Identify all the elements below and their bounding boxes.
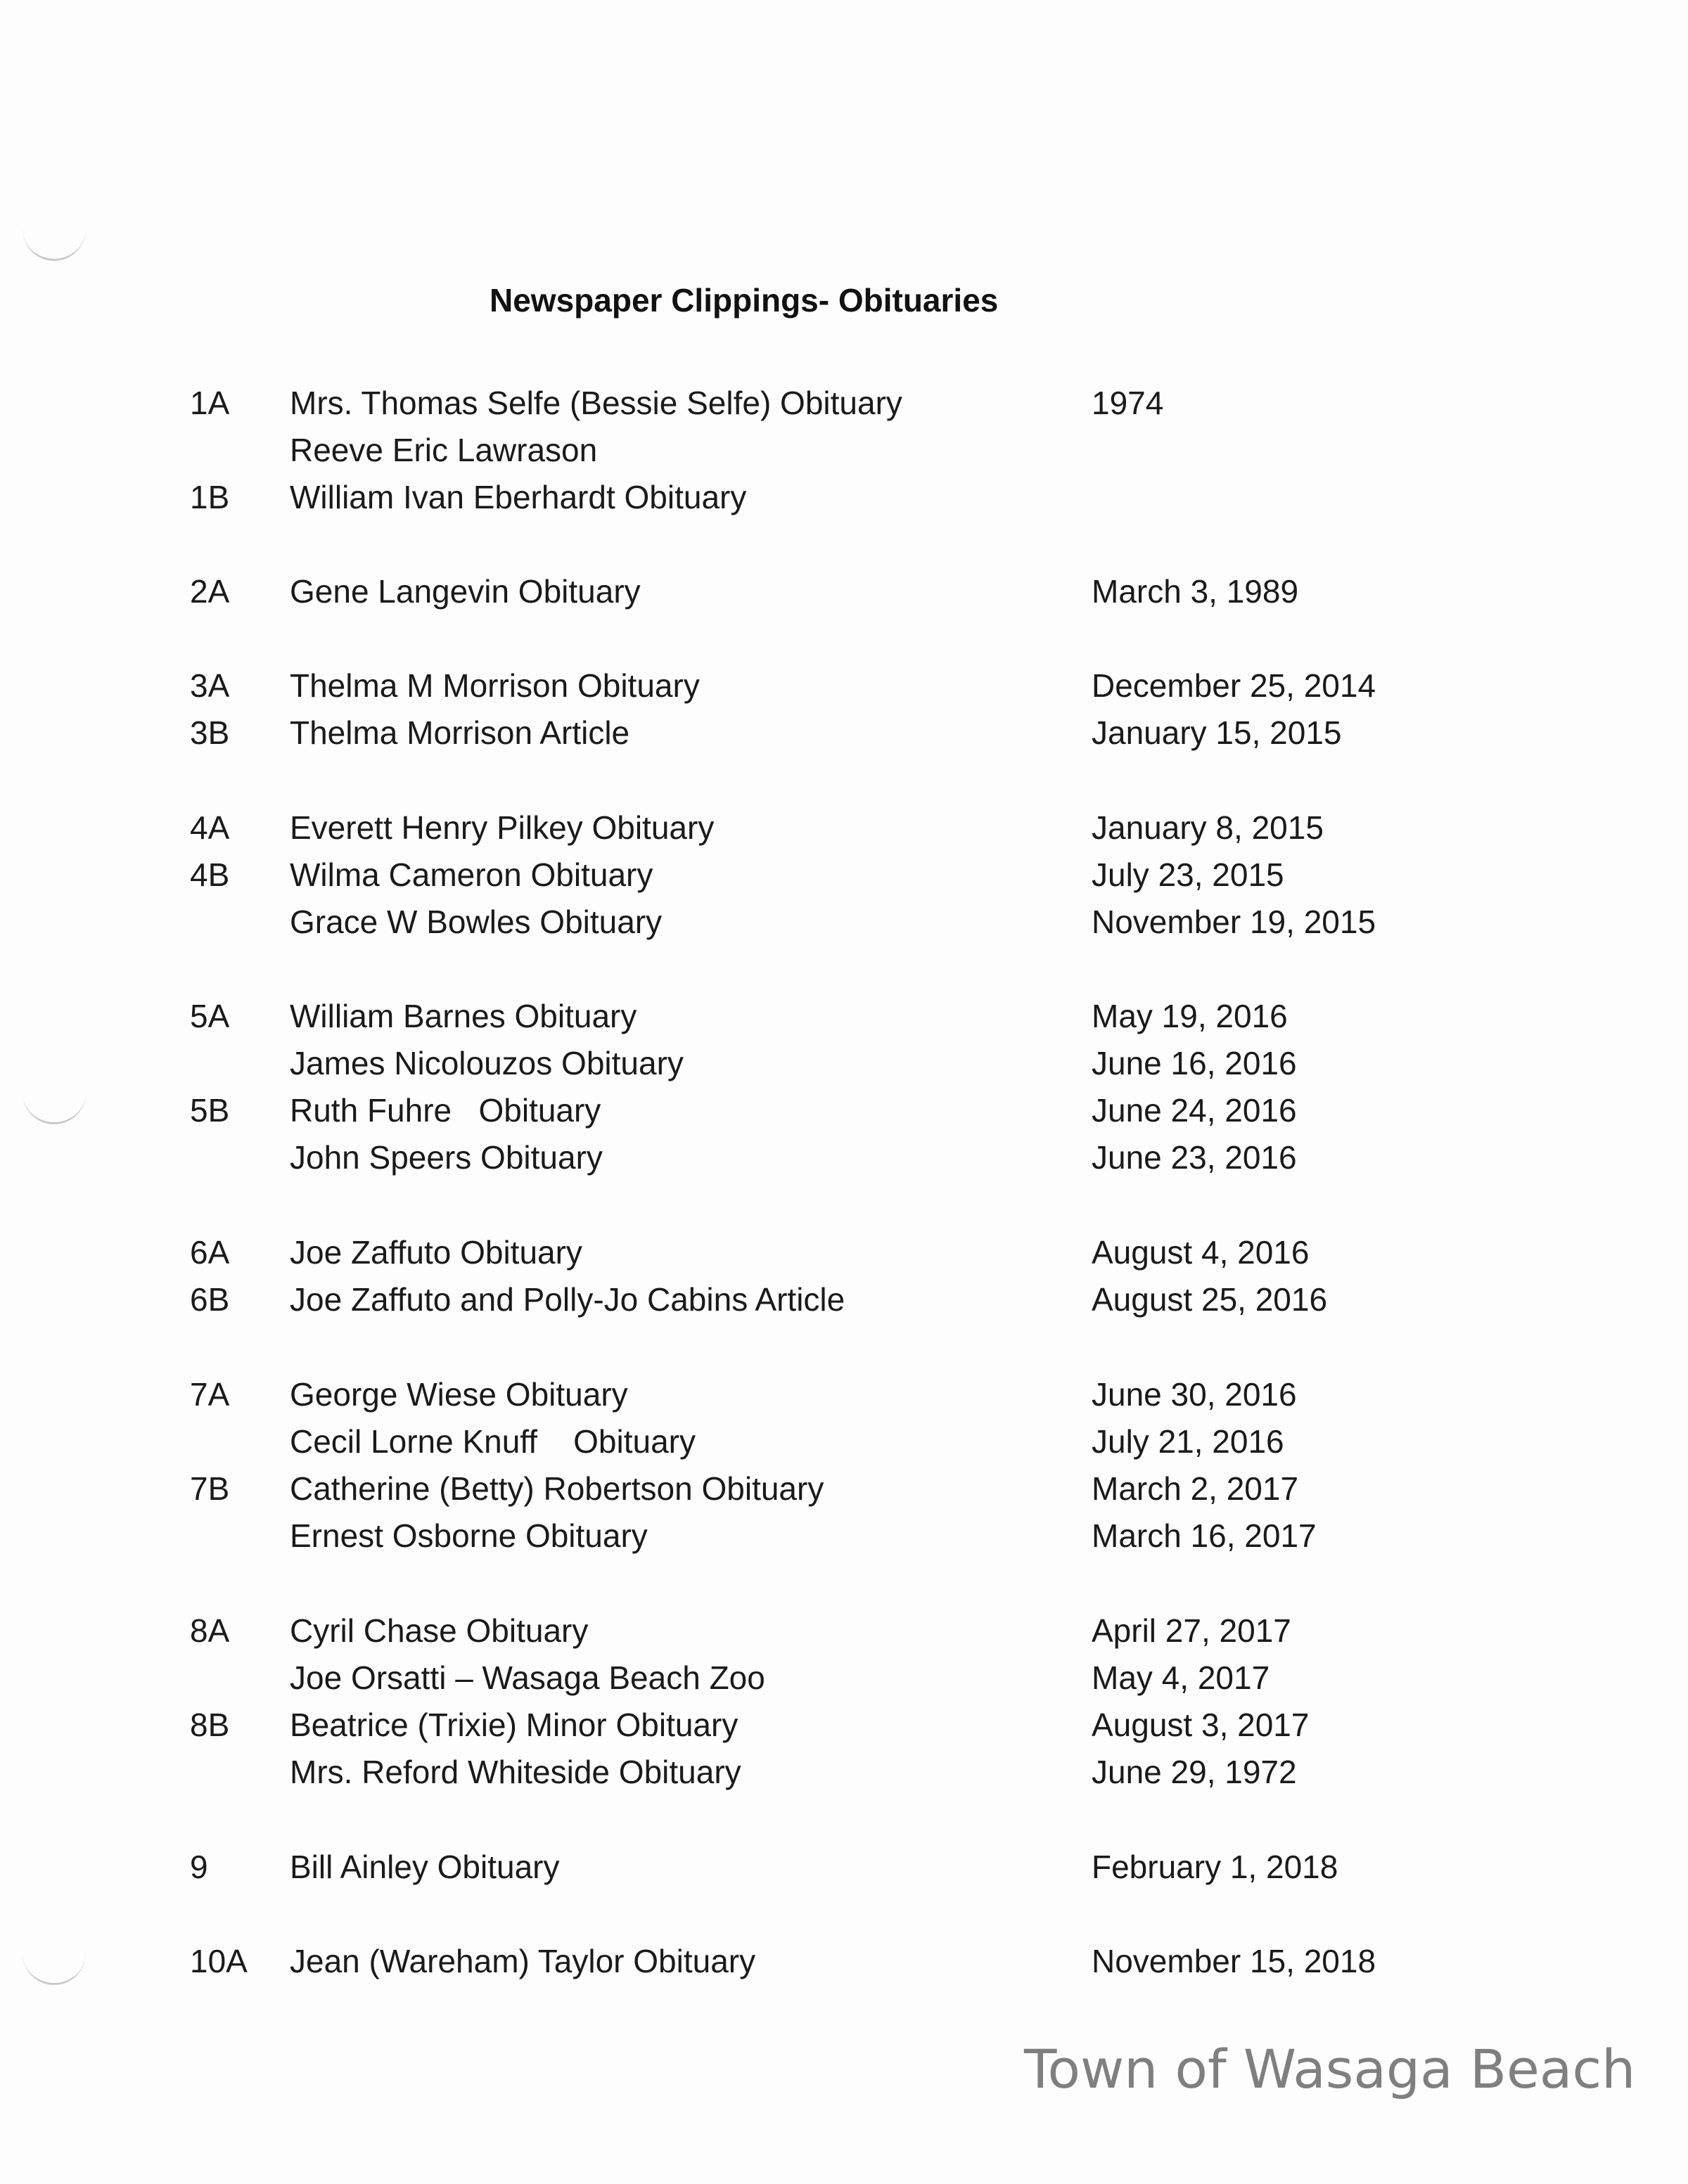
entry-code: 4B	[190, 856, 230, 893]
entry-code: 3A	[190, 667, 230, 704]
binder-hole-mark	[23, 224, 86, 261]
entry-row	[0, 852, 1688, 898]
entry-code: 10A	[190, 1943, 248, 1979]
entry-code: 5A	[190, 998, 230, 1034]
entry-date: March 2, 2017	[1092, 1470, 1299, 1507]
entry-row	[0, 568, 1688, 615]
entry-date: June 29, 1972	[1092, 1754, 1297, 1790]
entry-description: Cecil Lorne Knuff Obituary	[290, 1423, 696, 1460]
entry-date: January 8, 2015	[1092, 809, 1324, 846]
entry-code: 6B	[190, 1281, 230, 1318]
entry-code: 4A	[190, 809, 230, 846]
entry-row	[0, 1749, 1688, 1795]
entry-code: 9	[190, 1849, 208, 1885]
entry-code: 1A	[190, 385, 230, 421]
entry-description: Bill Ainley Obituary	[290, 1849, 560, 1885]
entry-code: 3B	[190, 714, 230, 751]
entry-description: Joe Zaffuto Obituary	[290, 1234, 582, 1271]
entry-code: 2A	[190, 573, 230, 610]
entry-description: Reeve Eric Lawrason	[290, 432, 598, 468]
entry-row	[0, 1702, 1688, 1748]
entry-code: 5B	[190, 1092, 230, 1129]
entry-row	[0, 1512, 1688, 1559]
entry-description: Mrs. Reford Whiteside Obituary	[290, 1754, 741, 1790]
entry-date: May 19, 2016	[1092, 998, 1288, 1034]
entry-description: Joe Orsatti – Wasaga Beach Zoo	[290, 1659, 765, 1696]
entry-date: July 23, 2015	[1092, 856, 1284, 893]
entry-code: 8B	[190, 1707, 230, 1743]
entry-description: Cyril Chase Obituary	[290, 1612, 589, 1649]
entry-row	[0, 993, 1688, 1039]
entry-row	[0, 427, 1688, 473]
entry-date: July 21, 2016	[1092, 1423, 1284, 1460]
entry-date: August 25, 2016	[1092, 1281, 1328, 1318]
entry-date: November 19, 2015	[1092, 904, 1376, 940]
entry-description: Mrs. Thomas Selfe (Bessie Selfe) Obituary	[290, 385, 902, 421]
entry-row	[0, 1040, 1688, 1086]
entry-row	[0, 662, 1688, 709]
entry-row	[0, 1655, 1688, 1701]
entry-description: Jean (Wareham) Taylor Obituary	[290, 1943, 756, 1979]
entry-description: Thelma Morrison Article	[290, 714, 630, 751]
entry-date: August 4, 2016	[1092, 1234, 1310, 1271]
entry-code: 1B	[190, 479, 230, 515]
entry-row	[0, 380, 1688, 426]
entry-description: Thelma M Morrison Obituary	[290, 667, 700, 704]
entry-date: March 3, 1989	[1092, 573, 1299, 610]
entry-date: November 15, 2018	[1092, 1943, 1376, 1979]
entry-row	[0, 1465, 1688, 1512]
entry-description: William Barnes Obituary	[290, 998, 637, 1034]
entry-description: Ruth Fuhre Obituary	[290, 1092, 601, 1129]
entry-row	[0, 1844, 1688, 1890]
entry-row	[0, 1229, 1688, 1276]
entry-description: George Wiese Obituary	[290, 1376, 628, 1413]
entry-description: Everett Henry Pilkey Obituary	[290, 809, 715, 846]
entry-date: March 16, 2017	[1092, 1517, 1317, 1554]
entry-description: John Speers Obituary	[290, 1139, 603, 1176]
entry-description: Wilma Cameron Obituary	[290, 856, 653, 893]
entry-date: May 4, 2017	[1092, 1659, 1270, 1696]
entry-description: James Nicolouzos Obituary	[290, 1045, 684, 1081]
entry-row	[0, 1087, 1688, 1133]
entry-row	[0, 474, 1688, 520]
entry-row	[0, 804, 1688, 851]
watermark-text: Town of Wasaga Beach	[1024, 2038, 1636, 2100]
entry-row	[0, 1134, 1688, 1181]
entry-description: Grace W Bowles Obituary	[290, 904, 663, 940]
entry-description: Joe Zaffuto and Polly-Jo Cabins Article	[290, 1281, 845, 1318]
entry-row	[0, 1276, 1688, 1323]
entry-code: 6A	[190, 1234, 230, 1271]
entry-row	[0, 1418, 1688, 1465]
entry-code: 7A	[190, 1376, 230, 1413]
entry-description: Beatrice (Trixie) Minor Obituary	[290, 1707, 738, 1743]
entry-date: 1974	[1092, 385, 1164, 421]
entry-description: Ernest Osborne Obituary	[290, 1517, 648, 1554]
entry-code: 7B	[190, 1470, 230, 1507]
entry-date: February 1, 2018	[1092, 1849, 1338, 1885]
entry-row	[0, 709, 1688, 756]
entry-description: Catherine (Betty) Robertson Obituary	[290, 1470, 824, 1507]
entry-description: William Ivan Eberhardt Obituary	[290, 479, 747, 515]
entry-date: April 27, 2017	[1092, 1612, 1291, 1649]
entry-code: 8A	[190, 1612, 230, 1649]
entry-date: June 23, 2016	[1092, 1139, 1297, 1176]
entry-date: June 24, 2016	[1092, 1092, 1297, 1129]
document-page: Newspaper Clippings- Obituaries 1A Mrs. Thomas Selfe (Bessie Selfe) Obituary 1974 Reeve Eric Lawrason 1B William Ivan Eberhardt Obituary 2A Gene Langevin Obituary March 3, 1989 3A Thelma M Morrison Obituary December 25, 2014 3B Thelma Morrison Article January 15, 2015 4A Everett Henry Pilkey Obituary January 8, 2015 4B Wilma Cameron Obituary July 23, 2015 Grace W Bowles Obituary November 19, 2015 5A William Barnes Obituary May 19, 2016 James Nicolouzos Obituary June 16, 2016 5B Ruth Fuhre Obituary June 24, 2016 John Speers Obituary June 23, 2016 6A Joe Zaffuto Obituary August 4, 2016 6B Joe Zaffuto and Polly-Jo Cabins Article August 25, 2016 7A George Wiese Obituary June 30, 2016 Cecil Lorne Knuff Obituary July 21, 2016 7B Catherine (Betty) Robertson Obituary March 2, 2017 Ernest Osborne Obituary March 16, 2017 8A Cyril Chase Obituary April 27, 2017 Joe Orsatti – Wasaga Beach Zoo May 4, 2017 8B Beatrice (Trixie) Minor Obituary August 3, 2017 Mrs. Reford Whiteside Obituary June 29, 1972 9 Bill Ainley Obituary February 1, 2018 10A Jean (Wareham) Taylor Obituary November 15, 2018 Town of Wasaga Beach	[0, 0, 1688, 2184]
entry-row	[0, 899, 1688, 945]
entry-date: June 30, 2016	[1092, 1376, 1297, 1413]
entry-row	[0, 1607, 1688, 1654]
entry-row	[0, 1938, 1688, 1984]
entry-date: August 3, 2017	[1092, 1707, 1310, 1743]
entry-row	[0, 1371, 1688, 1418]
entry-date: January 15, 2015	[1092, 714, 1342, 751]
entry-description: Gene Langevin Obituary	[290, 573, 641, 610]
entry-date: December 25, 2014	[1092, 667, 1376, 704]
entry-date: June 16, 2016	[1092, 1045, 1297, 1081]
